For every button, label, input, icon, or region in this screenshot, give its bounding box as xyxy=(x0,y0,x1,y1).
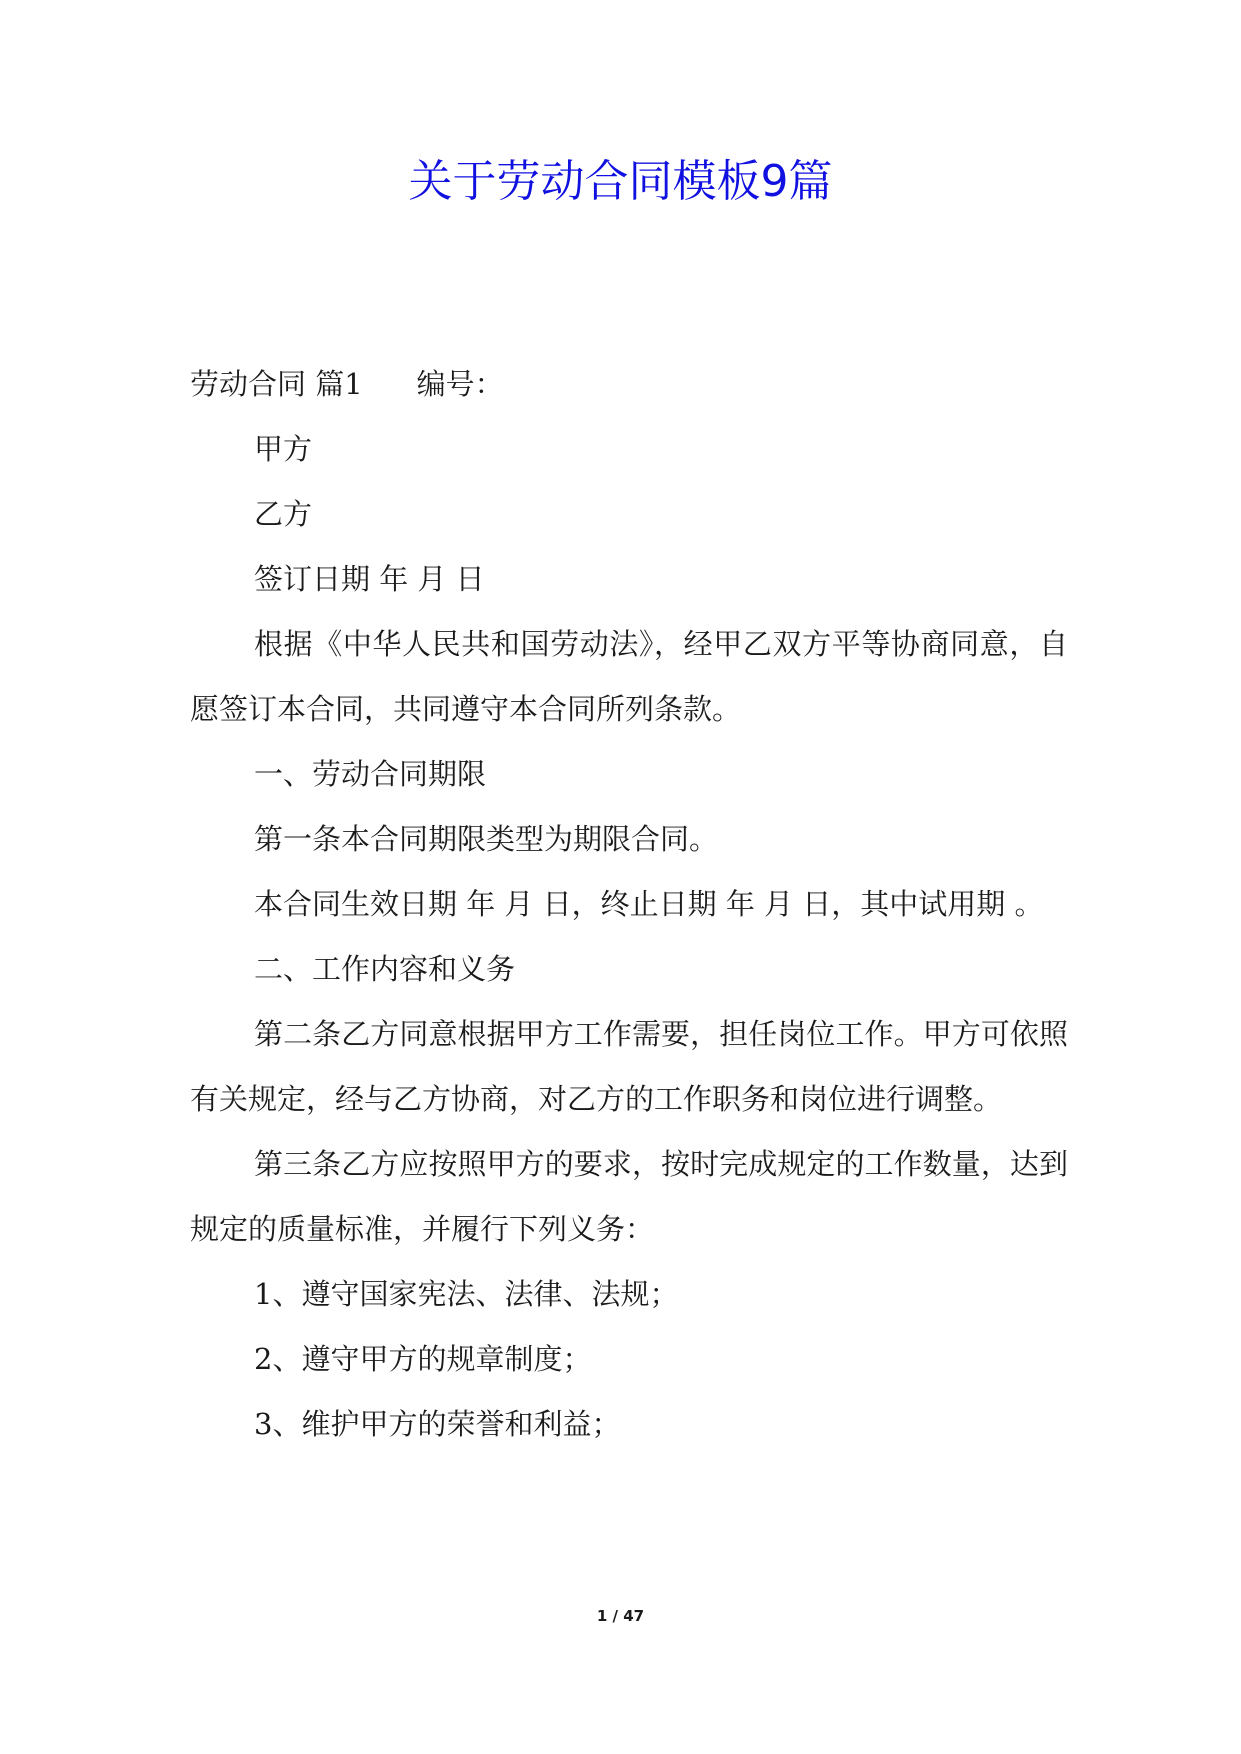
paragraph-party-a: 甲方 xyxy=(254,432,313,466)
paragraph-article-2: 第二条乙方同意根据甲方工作需要，担任岗位工作。甲方可依照有关规定，经与乙方协商，对乙方的工作职务和岗位进行调整。 xyxy=(190,1017,1068,1116)
page-number: 1 / 47 xyxy=(596,1607,645,1625)
paragraph-article-3: 第三条乙方应按照甲方的要求，按时完成规定的工作数量，达到规定的质量标准，并履行下列义务： xyxy=(190,1147,1068,1246)
list-item-duty-1: 1、遵守国家宪法、法律、法规； xyxy=(254,1277,679,1311)
document-body xyxy=(190,352,1068,1457)
contract-number-label: 编号： xyxy=(416,367,504,401)
contract-header-line xyxy=(190,352,1068,417)
section-heading-duties: 二、工作内容和义务 xyxy=(254,952,516,986)
list-item-duty-3: 3、维护甲方的荣誉和利益； xyxy=(254,1407,621,1441)
paragraph-party-b: 乙方 xyxy=(254,497,313,531)
section-heading-term: 一、劳动合同期限 xyxy=(254,757,487,791)
paragraph-preamble: 根据《中华人民共和国劳动法》，经甲乙双方平等协商同意，自愿签订本合同，共同遵守本合同所列条款。 xyxy=(190,627,1068,726)
document-title: 关于劳动合同模板9篇 xyxy=(408,156,833,207)
paragraph-effective-date: 本合同生效日期 年 月 日，终止日期 年 月 日，其中试用期 。 xyxy=(254,887,1044,921)
paragraph-article-1: 第一条本合同期限类型为期限合同。 xyxy=(254,822,719,856)
contract-section-label: 劳动合同 篇1 xyxy=(190,367,363,401)
list-item-duty-2: 2、遵守甲方的规章制度； xyxy=(254,1342,592,1376)
paragraph-sign-date: 签订日期 年 月 日 xyxy=(254,562,485,596)
